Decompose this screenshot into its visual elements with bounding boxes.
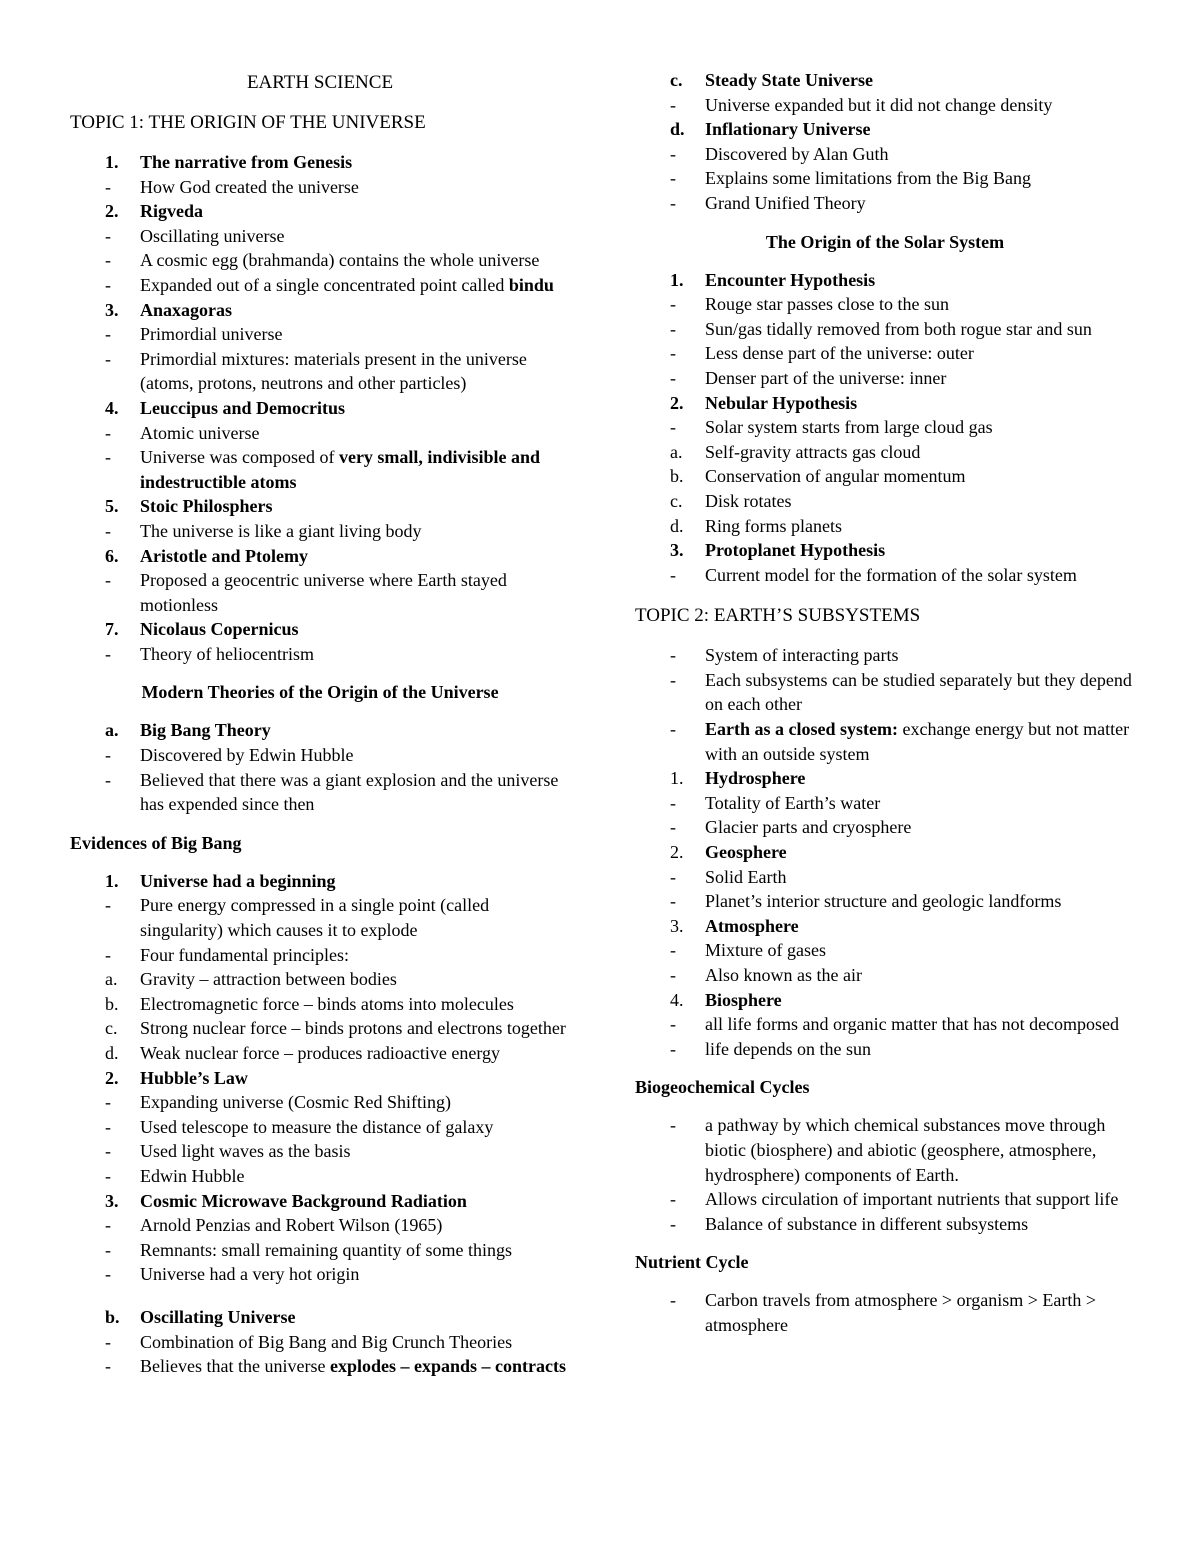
list-marker: - [670, 168, 676, 189]
evidences-heading: Evidences of Big Bang [70, 832, 242, 853]
list-item-text: Universe had a beginning [140, 870, 336, 891]
list-item-text: Nebular Hypothesis [705, 392, 858, 413]
list-item [70, 494, 570, 519]
list-marker: - [670, 891, 676, 912]
solar-system-heading: The Origin of the Solar System [765, 231, 1005, 252]
list-item-text: Current model for the formation of the solar system [705, 564, 1077, 585]
list-marker: - [670, 1189, 676, 1210]
list-marker: - [105, 1331, 111, 1352]
list-item [635, 514, 1135, 539]
list-marker: - [105, 570, 111, 591]
list-item [635, 93, 1135, 118]
list-item-text: The universe is like a giant living body [140, 520, 422, 541]
list-item [635, 563, 1135, 588]
list-marker: - [105, 422, 111, 443]
list-marker: - [105, 944, 111, 965]
list-item [70, 322, 570, 347]
list-marker: - [670, 1014, 676, 1035]
list-item [70, 519, 570, 544]
list-marker: - [105, 1141, 111, 1162]
list-marker: - [105, 274, 111, 295]
list-item-text: Primordial mixtures: materials present in the universe (atoms, protons, neutrons and other particles) [140, 348, 527, 394]
list-marker: - [670, 192, 676, 213]
list-marker: 7. [105, 619, 119, 640]
list-marker: - [670, 1290, 676, 1311]
list-marker: - [670, 1115, 676, 1136]
list-item [70, 967, 570, 992]
spacer [70, 1287, 570, 1305]
list-item-text: Discovered by Alan Guth [705, 143, 889, 164]
list-item-text: Solid Earth [705, 866, 787, 887]
right-column [635, 68, 1135, 1338]
list-item-text: Proposed a geocentric universe where Earth stayed motionless [140, 570, 507, 615]
list-marker: b. [105, 993, 119, 1014]
list-item-text: Explains some limitations from the Big Bang [705, 168, 1031, 189]
list-item [70, 617, 570, 642]
biogeochemical-list [635, 1113, 1135, 1236]
list-item-text: Used telescope to measure the distance of galaxy [140, 1116, 494, 1137]
list-item-text: Believes that the universe [140, 1356, 326, 1377]
list-marker: - [105, 1239, 111, 1260]
list-marker: - [670, 645, 676, 666]
list-item-text: Expanded out of a single concentrated point called [140, 274, 505, 295]
list-item-text: Planet’s interior structure and geologic landforms [705, 891, 1062, 912]
list-item [70, 943, 570, 968]
list-marker: - [105, 1116, 111, 1137]
list-item [70, 1262, 570, 1287]
list-item [70, 1164, 570, 1189]
list-marker: - [670, 143, 676, 164]
list-item [70, 1213, 570, 1238]
list-item-text: life depends on the sun [705, 1038, 871, 1059]
list-item [70, 1066, 570, 1091]
list-item-text: Theory of heliocentrism [140, 643, 314, 664]
list-item-text: Gravity – attraction between bodies [140, 969, 397, 990]
list-item-text: Grand Unified Theory [705, 192, 866, 213]
list-item [635, 840, 1135, 865]
list-item [635, 914, 1135, 939]
list-item-text: Allows circulation of important nutrients that support life [705, 1189, 1119, 1210]
list-marker: - [105, 1356, 111, 1377]
list-item-text: Oscillating Universe [140, 1306, 296, 1327]
list-item [70, 1041, 570, 1066]
list-marker: - [105, 447, 111, 468]
list-item [635, 1037, 1135, 1062]
list-item [70, 150, 570, 175]
list-marker: - [105, 643, 111, 664]
list-item-text: Disk rotates [705, 490, 792, 511]
list-marker: 1. [670, 269, 684, 290]
list-item-text: Discovered by Edwin Hubble [140, 745, 354, 766]
bold-term: Earth as a closed system: [705, 719, 898, 740]
list-marker: - [105, 520, 111, 541]
list-item-text: Expanding universe (Cosmic Red Shifting) [140, 1092, 451, 1113]
list-marker: - [105, 176, 111, 197]
list-item-text: Self-gravity attracts gas cloud [705, 441, 921, 462]
list-item [70, 1330, 570, 1355]
list-item [70, 224, 570, 249]
list-item-text: Nicolaus Copernicus [140, 619, 299, 640]
list-item [70, 347, 570, 396]
list-item [70, 298, 570, 323]
document-title: EARTH SCIENCE [246, 72, 394, 93]
list-item-text: Totality of Earth’s water [705, 792, 881, 813]
modern-theories-heading: Modern Theories of the Origin of the Universe [141, 682, 499, 703]
list-item [70, 544, 570, 569]
list-item-text: Denser part of the universe: inner [705, 367, 947, 388]
list-marker: - [105, 1092, 111, 1113]
list-item [635, 191, 1135, 216]
list-marker: 1. [670, 768, 684, 789]
list-item [635, 938, 1135, 963]
list-item-text: Universe expanded but it did not change density [705, 94, 1053, 115]
bold-term: bindu [508, 274, 554, 295]
list-item-text: Big Bang Theory [140, 720, 271, 741]
list-item-text: Universe was composed of [140, 447, 335, 468]
list-item [635, 489, 1135, 514]
list-item-text: Glacier parts and cryosphere [705, 817, 912, 838]
list-marker: - [670, 669, 676, 690]
list-marker: d. [105, 1043, 119, 1063]
list-item [635, 268, 1135, 293]
list-item-text: A cosmic egg (brahmanda) contains the whole universe [140, 250, 540, 271]
list-item-text: exchange energy but not matter with an outside system [705, 719, 1130, 764]
list-item [70, 768, 570, 817]
list-marker: - [670, 564, 676, 585]
list-item [70, 642, 570, 667]
list-item-text: Encounter Hypothesis [705, 269, 876, 290]
list-item-text: Remnants: small remaining quantity of some things [140, 1239, 512, 1260]
bold-term: explodes – expands – contracts [329, 1356, 566, 1377]
list-item-text: Aristotle and Ptolemy [140, 545, 308, 566]
list-item-text: Less dense part of the universe: outer [705, 343, 974, 364]
list-item-text: Steady State Universe [705, 70, 873, 90]
list-item [70, 1305, 570, 1330]
list-marker: 4. [105, 397, 119, 418]
list-marker: - [105, 225, 111, 246]
list-marker: 4. [670, 989, 684, 1010]
list-item-text: Mixture of gases [705, 940, 826, 961]
list-marker: - [670, 719, 676, 740]
list-item [635, 1187, 1135, 1212]
list-item-text: a pathway by which chemical substances move through biotic (biosphere) and abiotic (geosphere, atmosphere, hydrosphere) components of Earth. [705, 1115, 1106, 1185]
topic1-heading: TOPIC 1: THE ORIGIN OF THE UNIVERSE [70, 112, 426, 133]
list-item [70, 273, 570, 298]
list-marker: a. [105, 720, 119, 741]
list-item [635, 815, 1135, 840]
list-marker: 2. [105, 1067, 119, 1088]
list-marker: d. [670, 119, 685, 140]
list-item-text: Geosphere [705, 842, 787, 863]
list-item-text: Balance of substance in different subsystems [705, 1213, 1029, 1234]
list-item [635, 68, 1135, 93]
list-marker: - [670, 817, 676, 838]
list-marker: - [670, 792, 676, 813]
list-marker: - [670, 318, 676, 339]
list-marker: - [670, 965, 676, 985]
list-marker: 3. [105, 1190, 119, 1211]
list-item [635, 1113, 1135, 1187]
list-item-text: Atmosphere [705, 915, 799, 936]
topic1-list [70, 150, 570, 666]
list-marker: - [105, 745, 111, 766]
list-item-text: Leuccipus and Democritus [140, 397, 346, 418]
list-marker: - [105, 348, 111, 369]
list-item-text: Four fundamental principles: [140, 944, 349, 965]
list-item [70, 199, 570, 224]
list-item-text: Oscillating universe [140, 225, 285, 246]
list-item-text: Believed that there was a giant explosion and the universe has expended since then [140, 769, 559, 815]
list-item-text: Carbon travels from atmosphere > organism > Earth > atmosphere [705, 1290, 1097, 1335]
list-marker: - [105, 324, 111, 345]
list-marker: a. [670, 441, 683, 462]
list-item [70, 1139, 570, 1164]
list-marker: 2. [105, 201, 119, 222]
list-item [635, 464, 1135, 489]
list-marker: - [105, 1264, 111, 1285]
list-item [635, 391, 1135, 416]
list-marker: - [105, 250, 111, 271]
list-marker: - [670, 1213, 676, 1234]
list-item [635, 538, 1135, 563]
nutrient-cycle-heading: Nutrient Cycle [635, 1252, 749, 1273]
list-marker: 1. [105, 870, 119, 891]
list-item [635, 668, 1135, 717]
list-item [635, 117, 1135, 142]
list-item [635, 1288, 1135, 1337]
list-item-text: Inflationary Universe [705, 119, 871, 140]
list-item-text: Biosphere [705, 989, 782, 1010]
list-item-text: The narrative from Genesis [140, 152, 353, 172]
list-item-text: Solar system starts from large cloud gas [705, 417, 993, 438]
list-marker: d. [670, 515, 684, 536]
list-item [70, 1238, 570, 1263]
biogeochemical-heading: Biogeochemical Cycles [635, 1077, 810, 1098]
list-item-text: all life forms and organic matter that has not decomposed [705, 1014, 1120, 1035]
list-item [70, 175, 570, 200]
list-item [70, 445, 570, 494]
list-marker: b. [670, 466, 684, 487]
list-item [70, 1115, 570, 1140]
list-item [70, 421, 570, 446]
list-item [635, 791, 1135, 816]
list-item [635, 865, 1135, 890]
list-marker: - [670, 94, 676, 115]
list-item [635, 1212, 1135, 1237]
list-item [635, 988, 1135, 1013]
list-item-text: Stoic Philosphers [140, 496, 273, 517]
list-item-text: Universe had a very hot origin [140, 1264, 360, 1285]
list-marker: 3. [670, 915, 684, 936]
list-item-text: Used light waves as the basis [140, 1141, 351, 1162]
list-marker: 3. [670, 540, 684, 561]
list-item [635, 963, 1135, 988]
list-marker: - [670, 417, 676, 438]
list-item [635, 643, 1135, 668]
list-item [635, 142, 1135, 167]
list-item-text: Combination of Big Bang and Big Crunch Theories [140, 1331, 513, 1352]
solar-system-list [635, 268, 1135, 588]
list-item-text: Conservation of angular momentum [705, 466, 966, 487]
list-item-text: Also known as the air [705, 965, 862, 985]
list-item-text: Ring forms planets [705, 515, 842, 536]
list-marker: 2. [670, 392, 684, 413]
list-item-text: Primordial universe [140, 324, 283, 345]
list-marker: 2. [670, 842, 684, 863]
list-marker: c. [105, 1018, 118, 1039]
left-column [70, 68, 570, 1379]
list-marker: - [105, 895, 111, 916]
list-marker: c. [670, 70, 683, 90]
list-item-text: Rouge star passes close to the sun [705, 294, 949, 315]
list-item-text: Protoplanet Hypothesis [705, 540, 886, 561]
list-item [635, 166, 1135, 191]
list-item [635, 717, 1135, 766]
list-marker: - [105, 1165, 111, 1186]
list-item [635, 292, 1135, 317]
list-item [70, 992, 570, 1017]
list-item-text: Weak nuclear force – produces radioactive energy [140, 1043, 501, 1063]
list-item [70, 1189, 570, 1214]
list-item-text: System of interacting parts [705, 645, 899, 666]
list-item-text: Strong nuclear force – binds protons and electrons together [140, 1018, 566, 1039]
list-item-text: Cosmic Microwave Background Radiation [140, 1190, 467, 1211]
list-marker: - [670, 866, 676, 887]
topic2-heading: TOPIC 2: EARTH’S SUBSYSTEMS [635, 605, 921, 627]
list-marker: - [670, 294, 676, 315]
list-item-text: Edwin Hubble [140, 1165, 245, 1186]
list-marker: - [670, 1038, 676, 1059]
list-item [70, 1354, 570, 1379]
list-item-text: Anaxagoras [140, 299, 233, 320]
list-item [70, 568, 570, 617]
list-item-text: Pure energy compressed in a single point (called singularity) which causes it to explode [140, 895, 490, 941]
list-item-text: Hubble’s Law [140, 1067, 248, 1088]
evidences-list [70, 869, 570, 1287]
list-item [70, 718, 570, 743]
list-marker: - [670, 940, 676, 961]
list-item [635, 366, 1135, 391]
list-item-text: Rigveda [140, 201, 203, 222]
list-item [70, 1016, 570, 1041]
list-item [70, 396, 570, 421]
list-item-text: Electromagnetic force – binds atoms into molecules [140, 993, 514, 1014]
list-marker: 6. [105, 545, 119, 566]
right-top-list [635, 68, 1135, 216]
list-item [70, 1090, 570, 1115]
list-marker: - [105, 1215, 111, 1236]
modern-theories-list [70, 718, 570, 816]
list-item-text: Atomic universe [140, 422, 260, 443]
list-item [70, 893, 570, 942]
list-item-text: Arnold Penzias and Robert Wilson (1965) [140, 1215, 443, 1236]
oscillating-list [70, 1305, 570, 1379]
list-marker: 5. [105, 496, 119, 517]
list-item-text: Hydrosphere [705, 768, 806, 789]
list-item [635, 889, 1135, 914]
bold-term: very small, indivisible and indestructible atoms [140, 447, 540, 492]
list-marker: - [670, 343, 676, 364]
list-item [635, 317, 1135, 342]
list-item-text: Sun/gas tidally removed from both rogue star and sun [705, 318, 1092, 339]
list-item [635, 766, 1135, 791]
list-item [70, 869, 570, 894]
list-marker: b. [105, 1306, 120, 1327]
list-item [635, 341, 1135, 366]
list-item [635, 440, 1135, 465]
list-item [635, 415, 1135, 440]
list-marker: 3. [105, 299, 119, 320]
list-item [70, 743, 570, 768]
list-item-text: Each subsystems can be studied separately but they depend on each other [705, 669, 1132, 715]
list-item [635, 1012, 1135, 1037]
topic2-list [635, 643, 1135, 1061]
list-marker: a. [105, 969, 118, 990]
nutrient-cycle-list [635, 1288, 1135, 1337]
list-marker: 1. [105, 152, 119, 172]
list-marker: c. [670, 490, 683, 511]
list-item-text: How God created the universe [140, 176, 359, 197]
list-marker: - [670, 367, 676, 388]
list-item [70, 248, 570, 273]
list-marker: - [105, 769, 111, 790]
